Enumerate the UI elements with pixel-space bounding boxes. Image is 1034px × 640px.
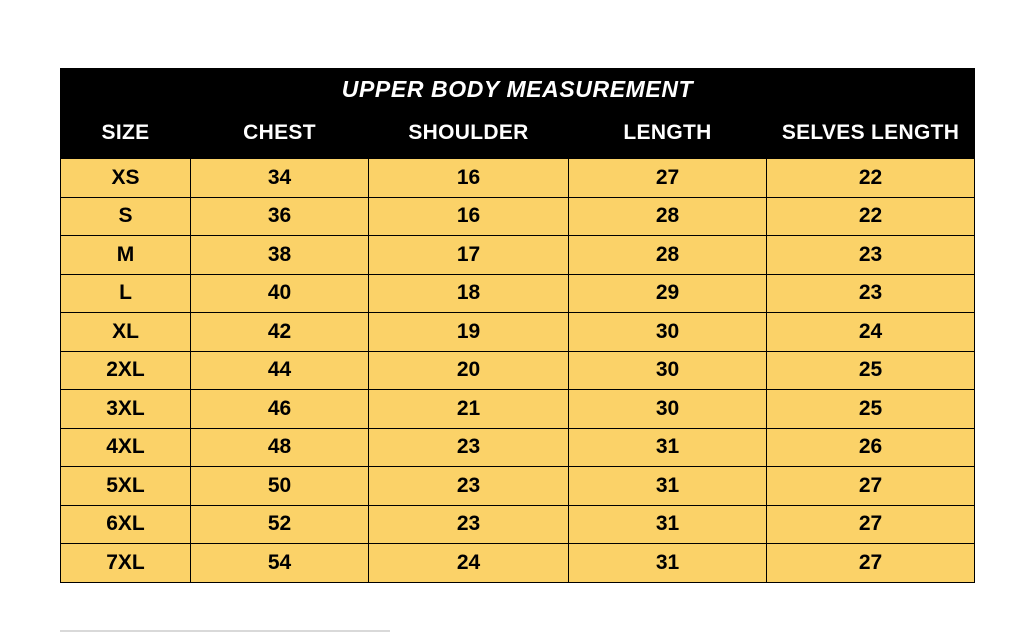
cell-chest: 50 xyxy=(191,467,369,506)
table-body xyxy=(61,159,975,583)
table-row xyxy=(61,159,975,198)
cell-length: 28 xyxy=(569,197,767,236)
cell-size: S xyxy=(61,197,191,236)
cell-selves-length: 27 xyxy=(767,505,975,544)
table-row xyxy=(61,313,975,352)
cell-length: 27 xyxy=(569,159,767,198)
cell-shoulder: 23 xyxy=(369,428,569,467)
table-row xyxy=(61,197,975,236)
cell-chest: 48 xyxy=(191,428,369,467)
cell-length: 30 xyxy=(569,313,767,352)
table-row xyxy=(61,351,975,390)
cell-size: M xyxy=(61,236,191,275)
cell-shoulder: 16 xyxy=(369,197,569,236)
cell-selves-length: 23 xyxy=(767,236,975,275)
cell-shoulder: 21 xyxy=(369,390,569,429)
cell-size: 4XL xyxy=(61,428,191,467)
cell-shoulder: 20 xyxy=(369,351,569,390)
bottom-divider xyxy=(60,630,390,632)
cell-shoulder: 19 xyxy=(369,313,569,352)
cell-shoulder: 18 xyxy=(369,274,569,313)
cell-length: 29 xyxy=(569,274,767,313)
cell-chest: 36 xyxy=(191,197,369,236)
cell-length: 30 xyxy=(569,351,767,390)
cell-size: L xyxy=(61,274,191,313)
table-title-row xyxy=(61,69,975,114)
table-row xyxy=(61,467,975,506)
cell-selves-length: 25 xyxy=(767,390,975,429)
table-row xyxy=(61,274,975,313)
cell-size: 6XL xyxy=(61,505,191,544)
cell-length: 31 xyxy=(569,428,767,467)
table-row xyxy=(61,428,975,467)
table-header-row xyxy=(61,114,975,159)
cell-length: 30 xyxy=(569,390,767,429)
cell-size: 5XL xyxy=(61,467,191,506)
table-row xyxy=(61,544,975,583)
cell-selves-length: 23 xyxy=(767,274,975,313)
cell-chest: 54 xyxy=(191,544,369,583)
cell-size: 3XL xyxy=(61,390,191,429)
cell-selves-length: 24 xyxy=(767,313,975,352)
cell-length: 31 xyxy=(569,544,767,583)
cell-chest: 38 xyxy=(191,236,369,275)
cell-selves-length: 27 xyxy=(767,467,975,506)
size-chart xyxy=(60,68,974,583)
column-header-chest: CHEST xyxy=(191,114,369,159)
cell-chest: 42 xyxy=(191,313,369,352)
column-header-selves-length: SELVES LENGTH xyxy=(767,114,975,159)
cell-shoulder: 17 xyxy=(369,236,569,275)
cell-size: 2XL xyxy=(61,351,191,390)
cell-selves-length: 25 xyxy=(767,351,975,390)
cell-selves-length: 22 xyxy=(767,159,975,198)
cell-size: XL xyxy=(61,313,191,352)
cell-shoulder: 24 xyxy=(369,544,569,583)
column-header-size: SIZE xyxy=(61,114,191,159)
cell-chest: 46 xyxy=(191,390,369,429)
cell-shoulder: 23 xyxy=(369,467,569,506)
table-row xyxy=(61,236,975,275)
cell-chest: 40 xyxy=(191,274,369,313)
cell-shoulder: 23 xyxy=(369,505,569,544)
cell-selves-length: 22 xyxy=(767,197,975,236)
cell-chest: 52 xyxy=(191,505,369,544)
cell-size: 7XL xyxy=(61,544,191,583)
cell-length: 28 xyxy=(569,236,767,275)
cell-size: XS xyxy=(61,159,191,198)
cell-chest: 44 xyxy=(191,351,369,390)
size-measurement-table xyxy=(60,68,975,583)
table-row xyxy=(61,390,975,429)
cell-length: 31 xyxy=(569,505,767,544)
cell-chest: 34 xyxy=(191,159,369,198)
cell-selves-length: 27 xyxy=(767,544,975,583)
table-row xyxy=(61,505,975,544)
cell-shoulder: 16 xyxy=(369,159,569,198)
page-title: UPPER BODY MEASUREMENT xyxy=(61,69,975,114)
column-header-length: LENGTH xyxy=(569,114,767,159)
cell-selves-length: 26 xyxy=(767,428,975,467)
cell-length: 31 xyxy=(569,467,767,506)
column-header-shoulder: SHOULDER xyxy=(369,114,569,159)
